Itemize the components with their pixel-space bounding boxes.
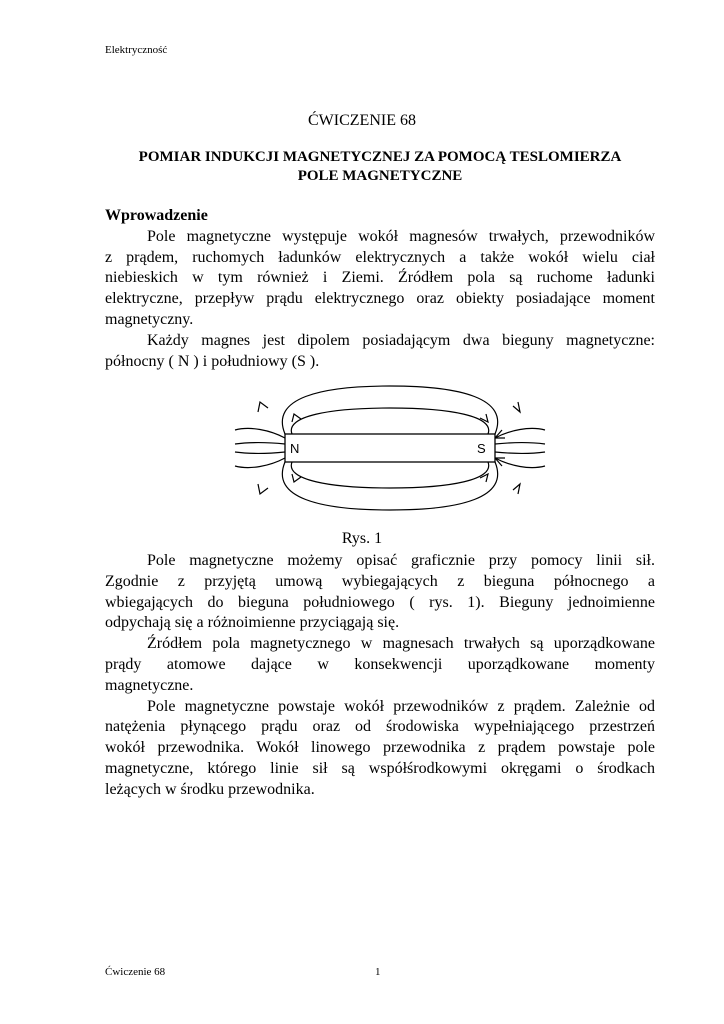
text-line: prądy atomowe dające w konsekwencji uporządkowane momenty (105, 655, 655, 673)
title-line-2: POLE MAGNETYCZNE (297, 168, 463, 184)
arrow-top-outer (258, 402, 268, 412)
text-line: magnetyczne. (105, 676, 194, 694)
paragraph-5 (105, 697, 655, 801)
text-line: magnetyczny. (105, 310, 194, 328)
paragraph-1 (105, 227, 655, 331)
figure-caption: Rys. 1 (341, 530, 383, 547)
field-line-top-inner (291, 408, 488, 434)
south-pole-label: S (477, 441, 486, 456)
page-title (105, 148, 655, 186)
field-line-left-1 (235, 428, 285, 438)
text-line: elektryczne, przepływ prądu elektrycznego oraz obiekty posiadające moment (105, 290, 655, 308)
text-line: z prądem, ruchomych ładunków elektrycznych a także wokół wielu ciał (105, 248, 655, 266)
field-line-left-3 (235, 452, 285, 454)
field-line-left-2 (235, 443, 285, 445)
running-header: Elektryczność (105, 44, 168, 56)
field-line-bottom-inner (291, 462, 488, 488)
magnet-field-figure (230, 378, 550, 528)
text-line: północny ( N ) i południowy (S ). (105, 352, 320, 370)
field-line-right-3 (495, 452, 545, 454)
text-line: wbiegających do bieguna południowego ( rys. 1). Bieguny jednoimienne (105, 593, 655, 611)
field-line-right-4 (495, 458, 545, 468)
text-line: natężenia płynącego prądu oraz od środowiska wypełniającego przestrzeń (105, 718, 655, 736)
text-line: odpychają się a różnoimienne przyciągają się. (105, 614, 400, 632)
intro-section (105, 206, 655, 372)
arrow-bottom-right-outer (513, 484, 520, 494)
field-line-right-2 (495, 443, 545, 445)
text-line: Pole magnetyczne możemy opisać graficznie przy pomocy linii sił. (147, 552, 655, 569)
field-line-right-1 (495, 428, 545, 438)
text-line: Źródłem pola magnetycznego w magnesach trwałych są uporządkowane (147, 635, 655, 653)
paragraph-3 (105, 551, 655, 634)
arrow-top-inner (292, 414, 301, 422)
arrow-bottom-inner (292, 474, 301, 482)
text-line: wokół przewodnika. Wokół linowego przewodnika z prądem powstaje pole (105, 739, 655, 757)
exercise-number: ĆWICZENIE 68 (308, 112, 416, 129)
field-line-bottom-outer (282, 462, 497, 510)
text-line: niebieskich w tym również i Ziemi. Źródłem pola są ruchome ładunki (105, 269, 655, 287)
text-line: magnetyczne, którego linie sił są współśrodkowymi okręgami o środkach (105, 759, 655, 777)
footer-exercise-label: Ćwiczenie 68 (105, 966, 166, 978)
text-line: leżących w środku przewodnika. (105, 780, 315, 798)
arrow-bottom-outer (258, 484, 268, 494)
field-line-left-4 (235, 458, 285, 468)
paragraph-2 (105, 331, 655, 373)
text-line: Każdy magnes jest dipolem posiadającym dwa bieguny magnetyczne: (147, 331, 655, 349)
page-number: 1 (375, 966, 381, 978)
text-line: Zgodnie z przyjętą umową wybiegających z bieguna północnego a (105, 572, 655, 590)
body-section (105, 551, 655, 801)
arrow-top-right-outer (513, 402, 520, 412)
title-line-1: POMIAR INDUKCJI MAGNETYCZNEJ ZA POMOCĄ TESLOMIERZA (138, 149, 622, 165)
section-heading: Wprowadzenie (105, 207, 208, 224)
text-line: Pole magnetyczne powstaje wokół przewodników z prądem. Zależnie od (147, 697, 655, 715)
bar-magnet (285, 434, 495, 462)
field-line-top-outer (282, 386, 497, 434)
text-line: Pole magnetyczne występuje wokół magnesów trwałych, przewodników (147, 227, 655, 245)
paragraph-4 (105, 634, 655, 696)
north-pole-label: N (290, 441, 300, 456)
